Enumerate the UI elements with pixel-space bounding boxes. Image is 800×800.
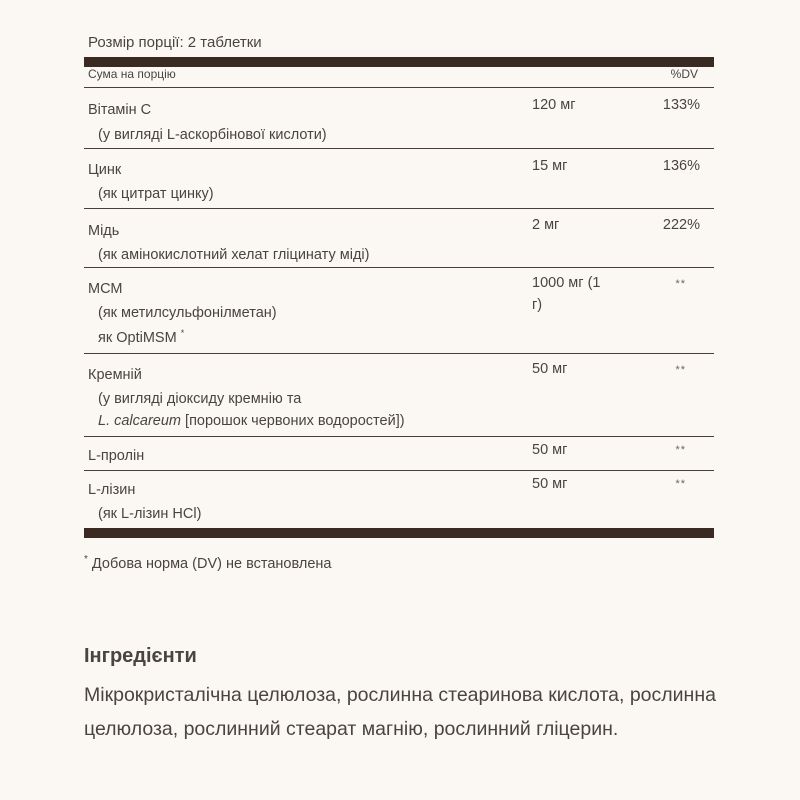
nutrient-name: L-пролін (88, 448, 145, 464)
table-row (84, 470, 714, 529)
nutrient-name: МСМ (88, 281, 123, 297)
nutrient-name: Мідь (88, 223, 120, 239)
nutrient-dv: ** (675, 478, 686, 490)
serving-size: Розмір порції: 2 таблетки (88, 34, 262, 51)
nutrient-dv: ** (675, 444, 686, 456)
nutrient-amount: 120 мг (532, 97, 576, 113)
nutrient-amount-cont: г) (532, 297, 543, 313)
bottom-divider (84, 528, 714, 538)
nutrient-form: (як L-лізин HCl) (98, 506, 202, 522)
nutrient-name: Цинк (88, 162, 122, 178)
amount-per-serving-header: Сума на порцію (88, 67, 176, 81)
nutrient-form: (як метилсульфонілметан) (98, 305, 277, 321)
asterisk-mark: * (180, 328, 185, 338)
nutrient-amount: 1000 мг (1 (532, 275, 601, 291)
table-row (84, 353, 714, 436)
footnote (84, 554, 331, 572)
footnote-text: Добова норма (DV) не встановлена (91, 555, 332, 572)
table-row (84, 148, 714, 208)
nutrient-name: Вітамін C (88, 102, 152, 118)
table-row (84, 436, 714, 470)
nutrient-amount: 50 мг (532, 476, 568, 492)
nutrient-form: (як цитрат цинку) (98, 186, 214, 202)
nutrient-amount: 2 мг (532, 217, 560, 233)
nutrient-name: Кремній (88, 367, 142, 383)
nutrient-amount: 50 мг (532, 361, 568, 377)
nutrient-form-brand: як OptiMSM * (98, 328, 185, 346)
dv-header: %DV (670, 67, 698, 81)
nutrient-amount: 15 мг (532, 158, 568, 174)
nutrient-form-source: L. calcareum [порошок червоних водоростей]) (98, 413, 405, 429)
nutrient-name: L-лізин (88, 482, 136, 498)
top-divider (84, 57, 714, 67)
nutrient-dv: ** (675, 278, 686, 290)
ingredients-text: Мікрокристалічна целюлоза, рослинна стеаринова кислота, рослинна целюлоза, рослинний стеарат магнію, рослинний гліцерин. (84, 684, 716, 740)
table-row (84, 87, 714, 147)
table-row (84, 208, 714, 267)
nutrient-dv: 133% (662, 97, 700, 113)
nutrient-form: (як амінокислотний хелат гліцинату міді) (98, 247, 370, 263)
table-row (84, 267, 714, 353)
footnote-mark: * (84, 554, 88, 565)
nutrient-form: (у вигляді діоксиду кремнію та (98, 391, 302, 407)
nutrient-dv: 136% (662, 158, 700, 174)
nutrient-dv: 222% (662, 217, 700, 233)
ingredients-title: Інгредієнти (84, 645, 197, 667)
nutrient-dv: ** (675, 364, 686, 376)
nutrient-amount: 50 мг (532, 442, 568, 458)
nutrient-form: (у вигляді L-аскорбінової кислоти) (98, 127, 327, 143)
